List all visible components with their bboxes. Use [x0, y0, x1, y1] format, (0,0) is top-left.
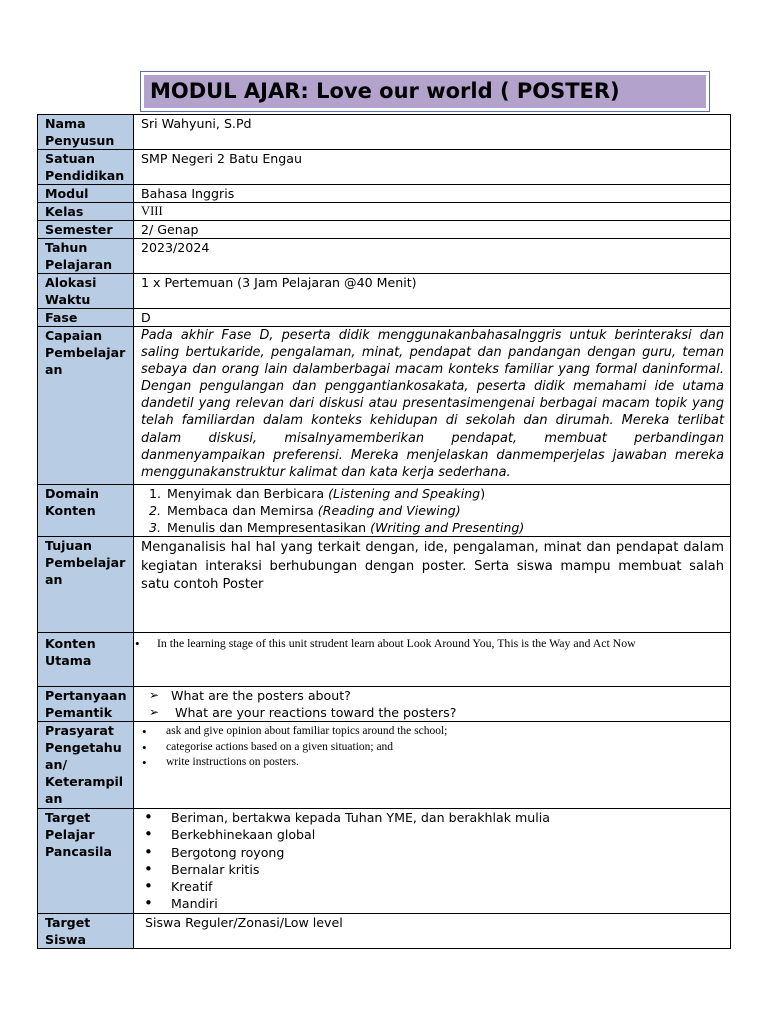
table-row: [38, 221, 731, 239]
table-row: [38, 150, 731, 185]
row-value-konten: [134, 633, 731, 687]
row-value-capaian: Pada akhir Fase D, peserta didik menggunakanbahasaInggris untuk berinteraksi dan saling bertukaride, pengalaman, minat, pendapat dan pandangan dengan guru, teman sebaya dan orang lain dalamberbagai macam konteks familiar yang formal daninformal. Dengan pengulangan dan penggantiankosakata, peserta didik memahami ide utama dandetil yang relevan dari diskusi atau presentasimengenai berbagai macam topik yang telah familiardan dalam konteks kehidupan di sekolah dan dirumah. Mereka terlibat dalam diskusi, misalnyamemberikan pendapat, membuat perbandingan danmenyampaikan preferensi. Mereka menjelaskan danmemperjelas jawaban mereka menggunakanstruktur kalimat dan kata kerja sederhana.: [134, 327, 731, 485]
module-table: [37, 114, 731, 949]
row-value-satuan: SMP Negeri 2 Batu Engau: [134, 150, 731, 185]
table-row: [38, 809, 731, 914]
list-item: ➢ What are the posters about?: [141, 687, 730, 704]
row-label-kelas: Kelas: [38, 203, 134, 221]
row-value-pancasila: [134, 809, 731, 914]
table-row: [38, 203, 731, 221]
table-row: [38, 239, 731, 274]
list-item: • Mandiri: [141, 895, 730, 912]
row-value-penyusun: Sri Wahyuni, S.Pd: [134, 115, 731, 150]
row-value-fase: D: [134, 309, 731, 327]
table-row: [38, 914, 731, 949]
row-value-semester: 2/ Genap: [134, 221, 731, 239]
row-label-tahun: Tahun Pelajaran: [38, 239, 134, 274]
row-label-capaian: Capaian Pembelajar an: [38, 327, 134, 485]
list-item: • In the learning stage of this unit strudent learn about Look Around You, This is the Way and Act Now: [141, 635, 730, 652]
title-background: [144, 75, 706, 108]
table-row: [38, 309, 731, 327]
row-label-pertanyaan: Pertanyaan Pemantik: [38, 687, 134, 722]
table-row: [38, 115, 731, 150]
title-banner: [140, 71, 710, 112]
table-row: [38, 722, 731, 809]
list-item: ➢ What are your reactions toward the posters?: [141, 704, 730, 721]
table-row: [38, 633, 731, 687]
row-value-tujuan: Menganalisis hal hal yang terkait dengan, ide, pengalaman, minat dan pendapat dalam kegiatan interaksi berhubungan dengan poster. Serta siswa mampu membuat salah satu contoh Poster: [134, 537, 731, 633]
list-item: • Beriman, bertakwa kepada Tuhan YME, dan berakhlak mulia: [141, 809, 730, 826]
row-label-fase: Fase: [38, 309, 134, 327]
list-item: • ask and give opinion about familiar topics around the school;: [141, 724, 730, 740]
pancasila-list: [141, 809, 730, 913]
table-row: [38, 687, 731, 722]
list-item: • Berkebhinekaan global: [141, 826, 730, 843]
table-row: [38, 485, 731, 537]
row-value-alokasi: 1 x Pertemuan (3 Jam Pelajaran @40 Menit): [134, 274, 731, 309]
pertanyaan-list: [141, 687, 730, 721]
row-label-siswa: Target Siswa: [38, 914, 134, 949]
row-label-penyusun: Nama Penyusun: [38, 115, 134, 150]
row-value-tahun: 2023/2024: [134, 239, 731, 274]
list-item: • Bernalar kritis: [141, 861, 730, 878]
table-row: [38, 274, 731, 309]
table-row: [38, 327, 731, 485]
table-row: [38, 185, 731, 203]
table-row: [38, 537, 731, 633]
list-item: • categorise actions based on a given situation; and: [141, 740, 730, 756]
row-label-semester: Semester: [38, 221, 134, 239]
list-item: • Kreatif: [141, 878, 730, 895]
row-label-tujuan: Tujuan Pembelajar an: [38, 537, 134, 633]
list-item: 1. Menyimak dan Berbicara (Listening and Speaking): [165, 485, 730, 502]
row-value-domain: [134, 485, 731, 537]
list-item: • write instructions on posters.: [141, 755, 730, 771]
row-label-satuan: Satuan Pendidikan: [38, 150, 134, 185]
domain-list: [141, 485, 730, 536]
list-item: 3. Menulis dan Mempresentasikan (Writing and Presenting): [165, 519, 730, 536]
row-value-kelas: VIII: [134, 203, 731, 221]
row-value-modul: Bahasa Inggris: [134, 185, 731, 203]
konten-list: [141, 635, 730, 652]
row-label-prasyarat: Prasyarat Pengetahu an/ Keterampil an: [38, 722, 134, 809]
row-value-prasyarat: [134, 722, 731, 809]
row-value-pertanyaan: [134, 687, 731, 722]
list-item: • Bergotong royong: [141, 844, 730, 861]
row-label-modul: Modul: [38, 185, 134, 203]
row-label-domain: Domain Konten: [38, 485, 134, 537]
row-label-pancasila: Target Pelajar Pancasila: [38, 809, 134, 914]
page-title: MODUL AJAR: Love our world ( POSTER): [150, 79, 620, 103]
list-item: 2. Membaca dan Memirsa (Reading and Viewing): [165, 502, 730, 519]
row-label-konten: Konten Utama: [38, 633, 134, 687]
row-value-siswa: Siswa Reguler/Zonasi/Low level: [134, 914, 731, 949]
row-label-alokasi: Alokasi Waktu: [38, 274, 134, 309]
prasyarat-list: [141, 724, 730, 771]
